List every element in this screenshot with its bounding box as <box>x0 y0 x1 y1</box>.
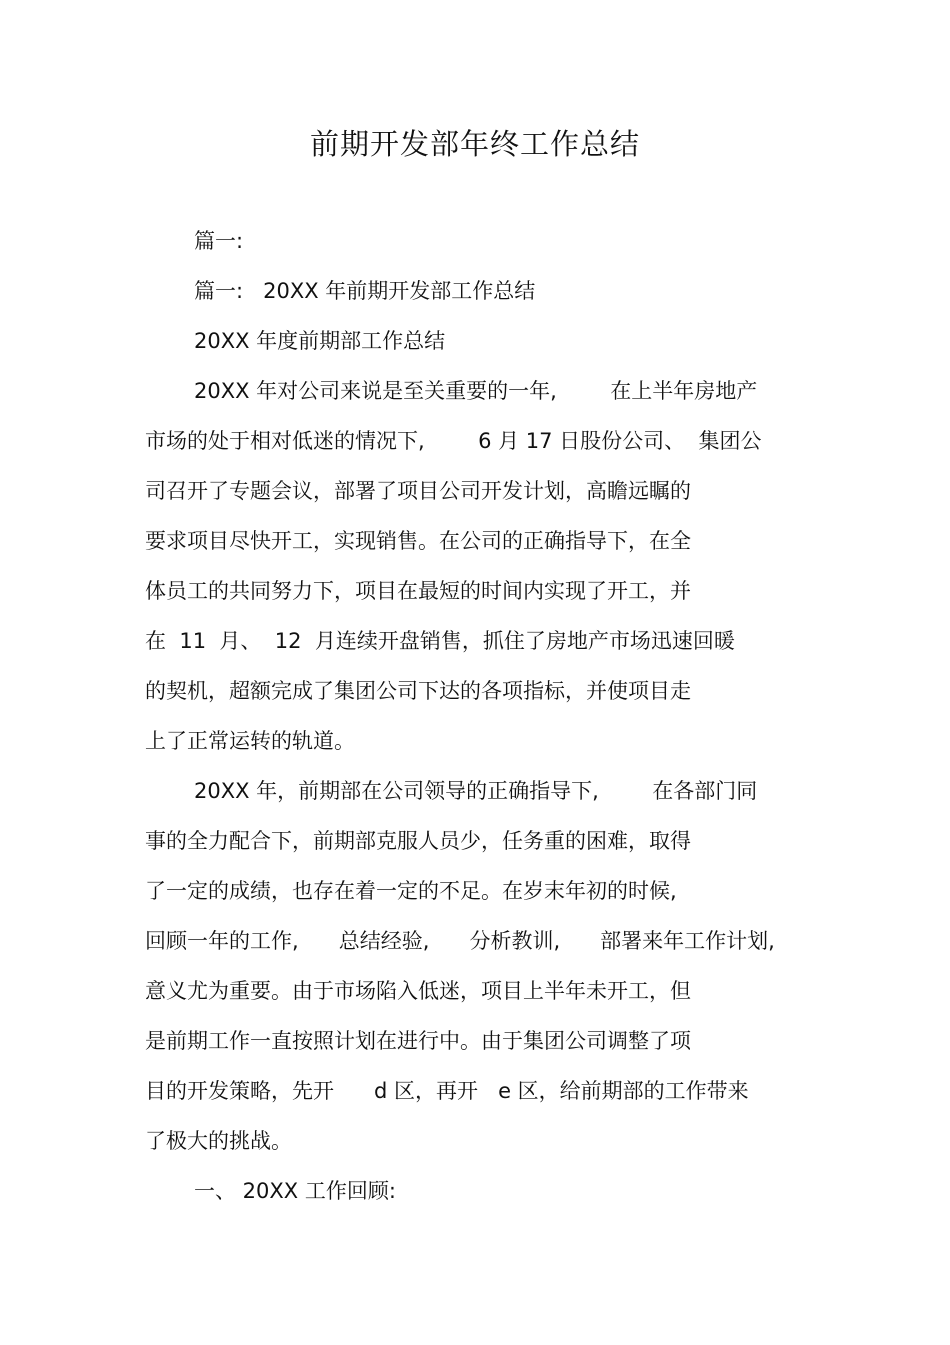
paragraph-line: 是前期工作一直按照计划在进行中。由于集团公司调整了项 <box>145 1029 691 1053</box>
paragraph-line: 事的全力配合下，前期部克服人员少，任务重的困难，取得 <box>145 829 691 853</box>
paragraph-line: 回顾一年的工作, 总结经验, 分析教训, 部署来年工作计划, <box>145 929 775 953</box>
paragraph-line: 在 11 月、 12 月连续开盘销售，抓住了房地产市场迅速回暖 <box>145 629 735 653</box>
paragraph-line: 上了正常运转的轨道。 <box>145 729 355 753</box>
paragraph-line: 意义尤为重要。由于市场陷入低迷，项目上半年未开工，但 <box>145 979 691 1003</box>
paragraph-line: 20XX 年，前期部在公司领导的正确指导下, 在各部门同 <box>194 779 758 803</box>
subsection-heading: 20XX 年度前期部工作总结 <box>194 329 446 353</box>
paragraph-line: 了一定的成绩，也存在着一定的不足。在岁末年初的时候, <box>145 879 677 903</box>
section-heading: 篇一: 20XX 年前期开发部工作总结 <box>194 279 536 303</box>
section-heading-review: 一、 20XX 工作回顾: <box>194 1179 396 1203</box>
paragraph-line: 20XX 年对公司来说是至关重要的一年, 在上半年房地产 <box>194 379 758 403</box>
paragraph-line: 司召开了专题会议，部署了项目公司开发计划，高瞻远瞩的 <box>145 479 691 503</box>
paragraph-line: 要求项目尽快开工，实现销售。在公司的正确指导下，在全 <box>145 529 691 553</box>
section-label: 篇一: <box>194 229 244 253</box>
page-title: 前期开发部年终工作总结 <box>309 127 640 161</box>
paragraph-line: 目的开发策略，先开 d 区，再开 e 区，给前期部的工作带来 <box>145 1079 749 1103</box>
paragraph-line: 市场的处于相对低迷的情况下, 6 月 17 日股份公司、 集团公 <box>145 429 762 453</box>
paragraph-line: 体员工的共同努力下，项目在最短的时间内实现了开工，并 <box>145 579 691 603</box>
paragraph-line: 了极大的挑战。 <box>145 1129 292 1153</box>
paragraph-line: 的契机，超额完成了集团公司下达的各项指标，并使项目走 <box>145 679 691 703</box>
